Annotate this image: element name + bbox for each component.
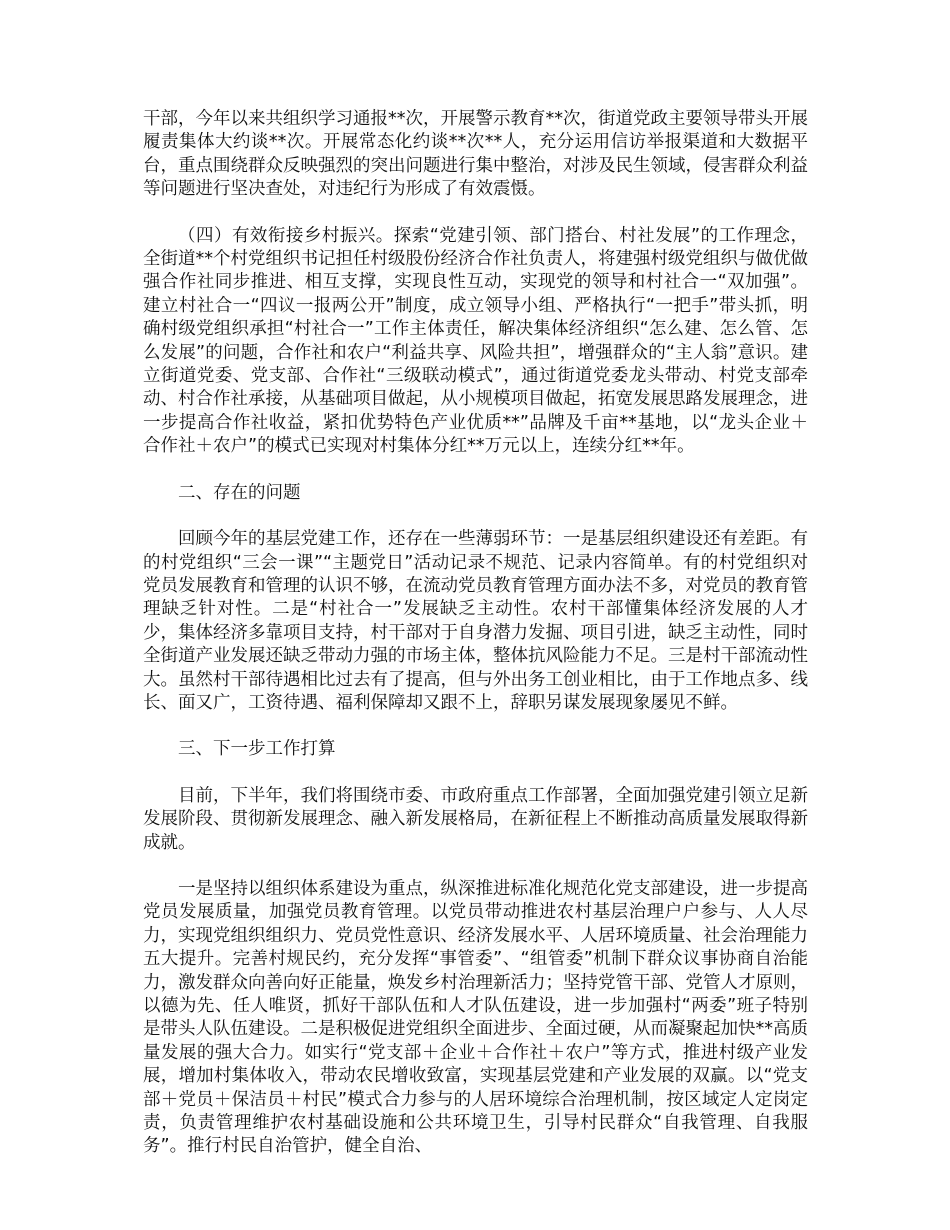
- paragraph-next-steps-intro: 目前，下半年，我们将围绕市委、市政府重点工作部署，全面加强党建引领立足新发展阶段、贯彻新发展理念、融入新发展格局，在新征程上不断推动高质量发展取得新成就。: [143, 785, 808, 853]
- section-heading-next-steps: 三、下一步工作打算: [178, 739, 336, 760]
- paragraph-discipline: 干部，今年以来共组织学习通报**次，开展警示教育**次，街道党政主要领导带头开展履责集体大约谈**次。开展常态化约谈**次**人，充分运用信访举报渠道和大数据平台，重点围绕群众反映强烈的突出问题进行集中整治，对涉及民生领域，侵害群众利益等问题进行坚决查处，对违纪行为形成了有效震慑。: [143, 109, 808, 200]
- paragraph-rural-revitalization: （四）有效衔接乡村振兴。探索“党建引领、部门搭台、村社发展”的工作理念，全街道**个村党组织书记担任村级股份经济合作社负责人，将建强村级党组织与做优做强合作社同步推进、相互支撑，实现良性互动，实现党的领导和村社合一“双加强”。建立村社合一“四议一报两公开”制度，成立领导小组、严格执行“一把手”带头抓，明确村级党组织承担“村社合一”工作主体责任，解决集体经济组织“怎么建、怎么管、怎么发展”的问题，合作社和农户“利益共享、风险共担”，增强群众的“主人翁”意识。建立街道党委、党支部、合作社“三级联动模式”，通过街道党委龙头带动、村党支部牵动、村合作社承接，从基础项目做起，从小规模项目做起，拓宽发展思路发展理念，进一步提高合作社收益，紧扣优势特色产业优质**”品牌及千亩**基地，以“龙头企业＋合作社＋农户”的模式已实现对村集体分红**万元以上，连续分红**年。: [143, 225, 808, 457]
- section-heading-problems: 二、存在的问题: [178, 482, 301, 503]
- paragraph-problems: 回顾今年的基层党建工作，还存在一些薄弱环节：一是基层组织建设还有差距。有的村党组织“三会一课”“主题党日”活动记录不规范、记录内容简单。有的村党组织对党员发展教育和管理的认识不够，在流动党员教育管理方面办法不多，对党员的教育管理缺乏针对性。二是“村社合一”发展缺乏主动性。农村干部懂集体经济发展的人才少，集体经济多靠项目支持，村干部对于自身潜力发掘、项目引进，缺乏主动性，同时全街道产业发展还缺乏带动力强的市场主体，整体抗风险能力不足。三是村干部流动性大。虽然村干部待遇相比过去有了提高，但与外出务工创业相比，由于工作地点多、线长、面又广，工资待遇、福利保障却又跟不上，辞职另谋发展现象屡见不鲜。: [143, 529, 808, 713]
- paragraph-next-steps-detail: 一是坚持以组织体系建设为重点，纵深推进标准化规范化党支部建设，进一步提高党员发展质量，加强党员教育管理。以党员带动推进农村基层治理户户参与、人人尽力，实现党组织组织力、党员党性意识、经济发展水平、人居环境质量、社会治理能力五大提升。完善村规民约，充分发挥“事管委”、“组管委”机制下群众议事协商自治能力，激发群众向善向好正能量，焕发乡村治理新活力；坚持党管干部、党管人才原则，以德为先、任人唯贤，抓好干部队伍和人才队伍建设，进一步加强村“两委”班子特别是带头人队伍建设。二是积极促进党组织全面进步、全面过硬，从而凝聚起加快**高质量发展的强大合力。如实行“党支部＋企业＋合作社＋农户”等方式，推进村级产业发展，增加村集体收入，带动农民增收致富，实现基层党建和产业发展的双赢。以“党支部＋党员＋保洁员＋村民”模式合力参与的人居环境综合治理机制，按区域定人定岗定责，负责管理维护农村基础设施和公共环境卫生，引导村民群众“自我管理、自我服务”。推行村民自治管护，健全自治、: [143, 878, 808, 1157]
- document-page: [143, 108, 808, 1182]
